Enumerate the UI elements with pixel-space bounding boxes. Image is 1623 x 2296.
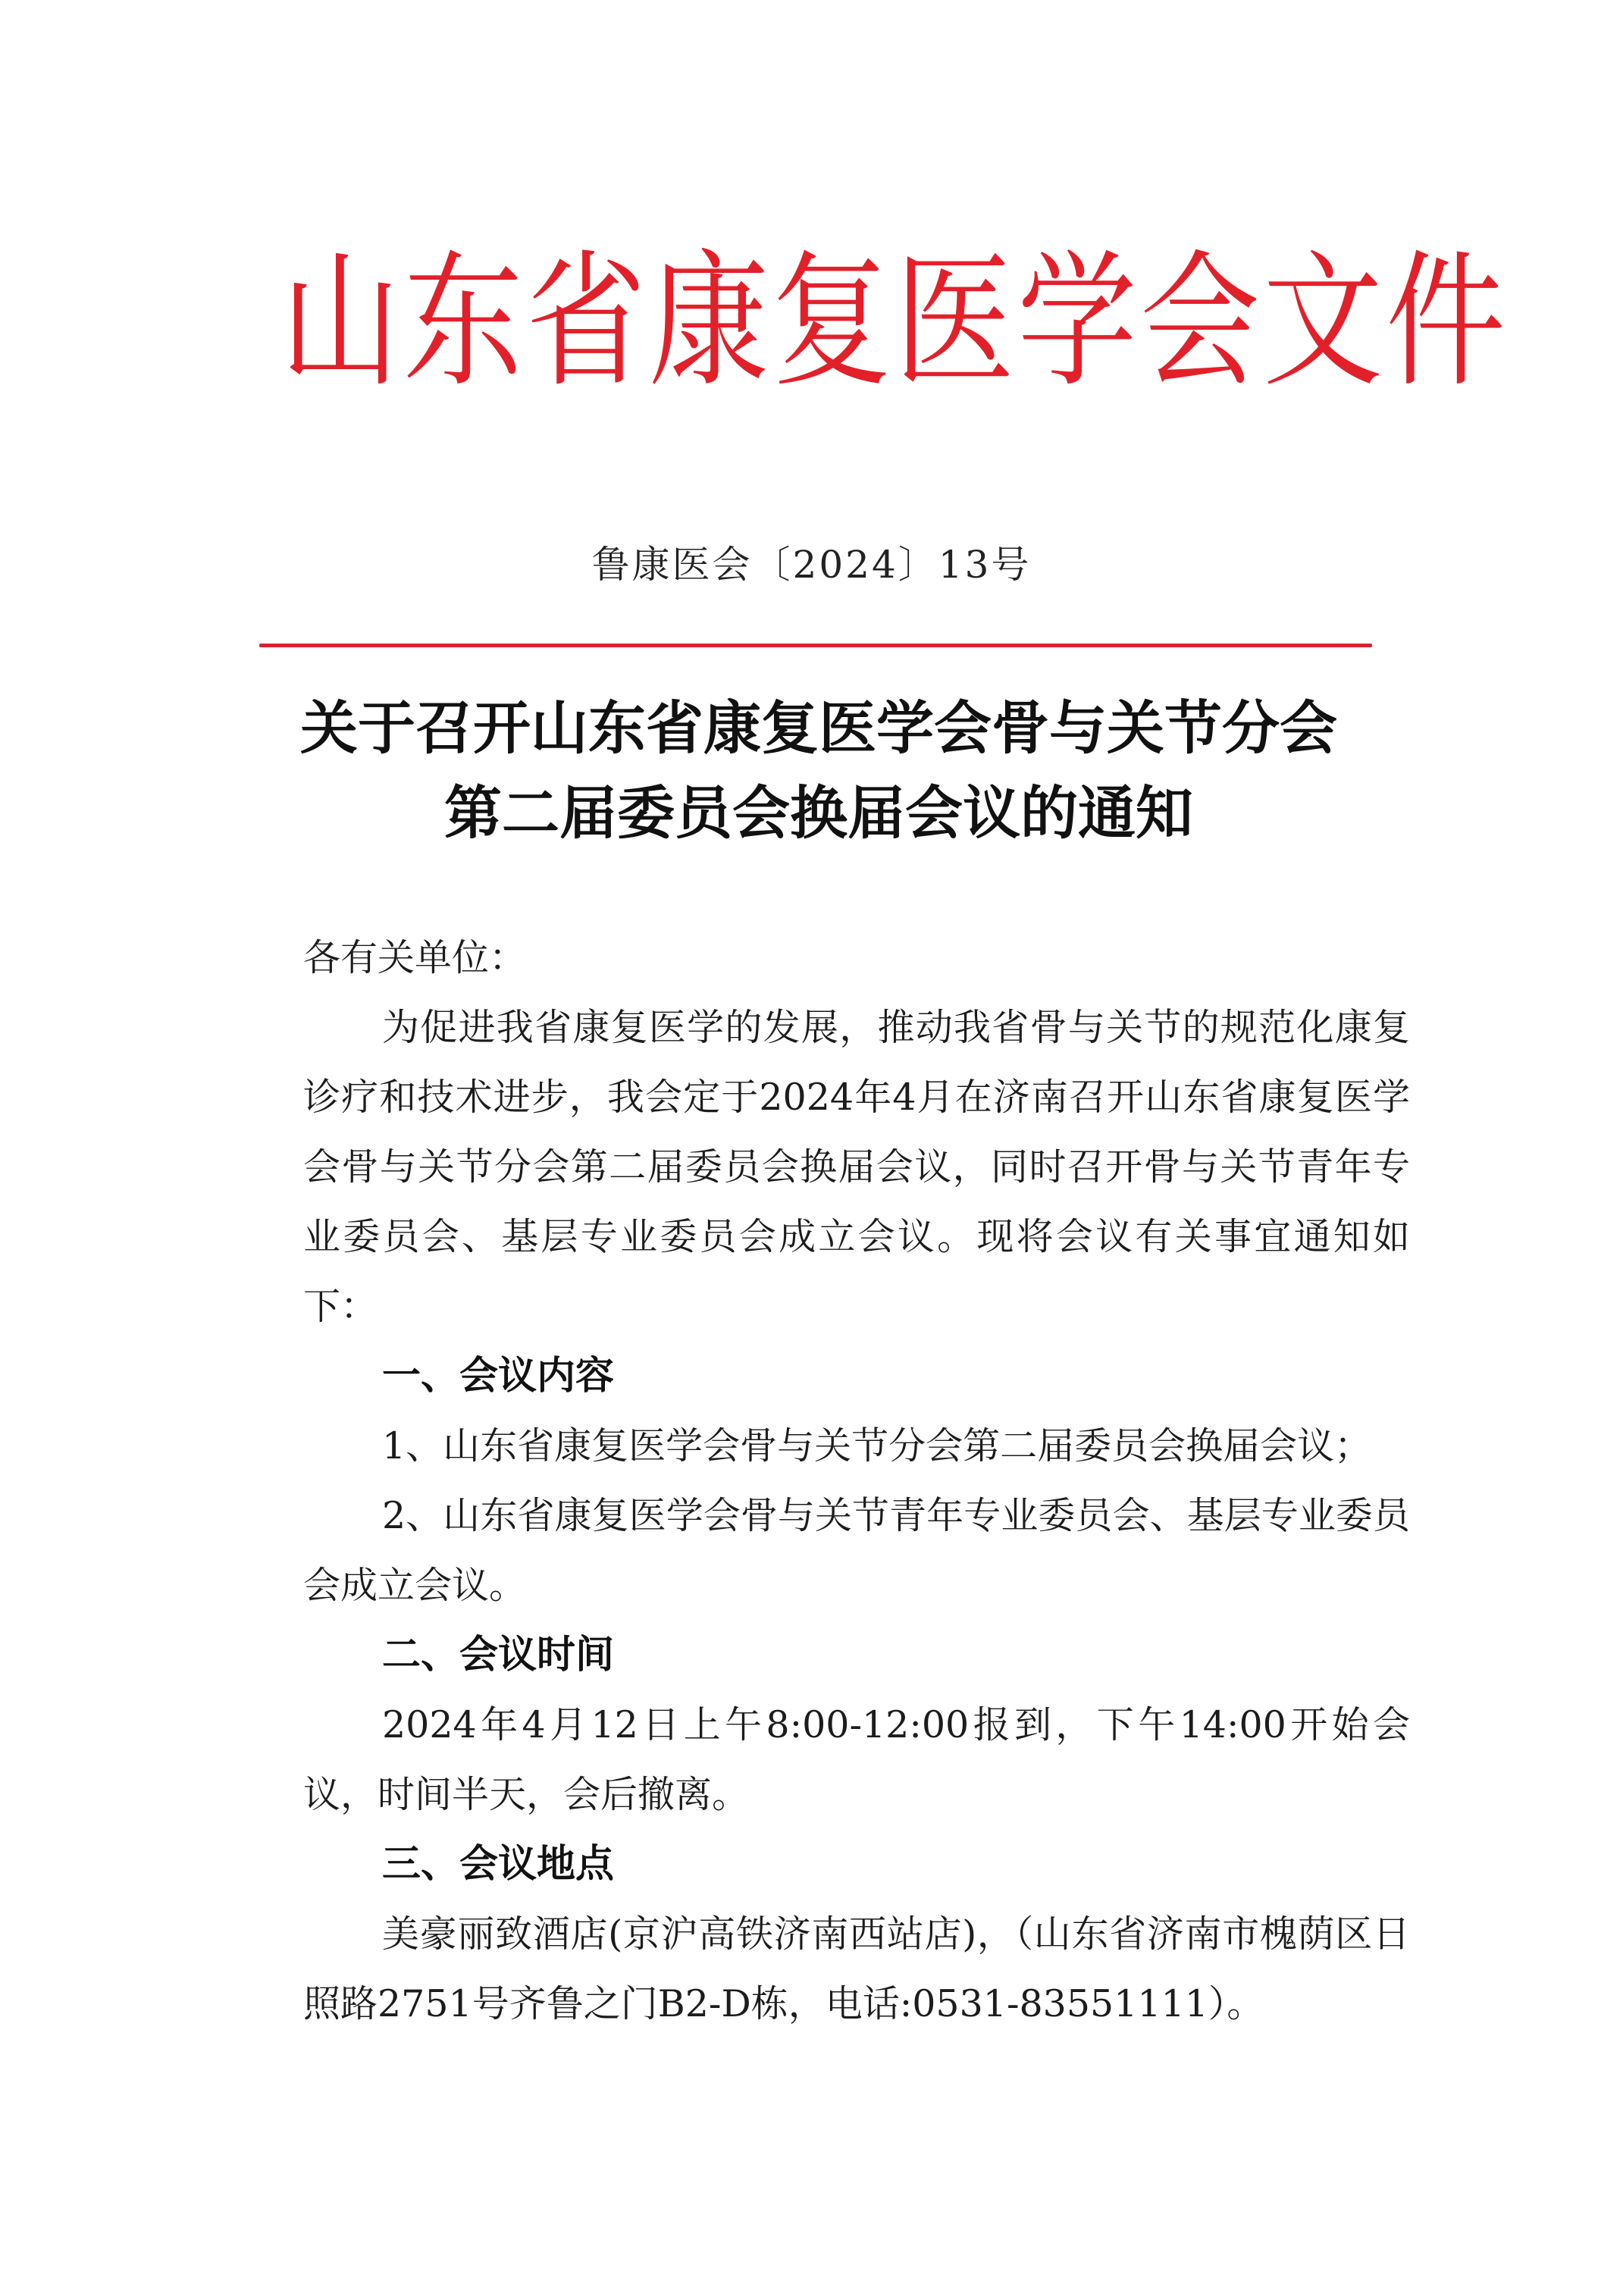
notice-title <box>227 686 1410 856</box>
section-heading-content: 一、会议内容 <box>382 1354 615 1399</box>
notice-title-line-2: 第二届委员会换届会议的通知 <box>444 779 1193 847</box>
location-paragraph: 美豪丽致酒店(京沪高铁济南西站店)，（山东省济南市槐荫区日照路2751号齐鲁之门B2-D栋，电话:0531-83551111）。 <box>303 1912 1410 2025</box>
intro-paragraph: 为促进我省康复医学的发展，推动我省骨与关节的规范化康复诊疗和技术进步，我会定于2024年4月在济南召开山东省康复医学会骨与关节分会第二届委员会换届会议，同时召开骨与关节青年专业委员会、基层专业委员会成立会议。现将会议有关事宜通知如下： <box>303 1006 1410 1328</box>
time-paragraph: 2024年4月12日上午8:00-12:00报到，下午14:00开始会议，时间半天，会后撤离。 <box>303 1703 1410 1816</box>
notice-title-line-1: 关于召开山东省康复医学会骨与关节分会 <box>300 694 1337 762</box>
section-heading-location: 三、会议地点 <box>382 1842 615 1887</box>
section-heading-time: 二、会议时间 <box>382 1633 615 1677</box>
content-item-1: 1、山东省康复医学会骨与关节分会第二届委员会换届会议； <box>382 1424 1372 1467</box>
red-divider-line <box>259 644 1372 647</box>
masthead-title: 山东省康复医学会文件 <box>280 236 1509 408</box>
content-item-2: 2、山东省康复医学会骨与关节青年专业委员会、基层专业委员会成立会议。 <box>303 1494 1410 1607</box>
document-number: 鲁康医会〔2024〕13号 <box>591 543 1032 587</box>
notice-body <box>303 923 1410 2039</box>
salutation: 各有关单位： <box>303 936 527 979</box>
